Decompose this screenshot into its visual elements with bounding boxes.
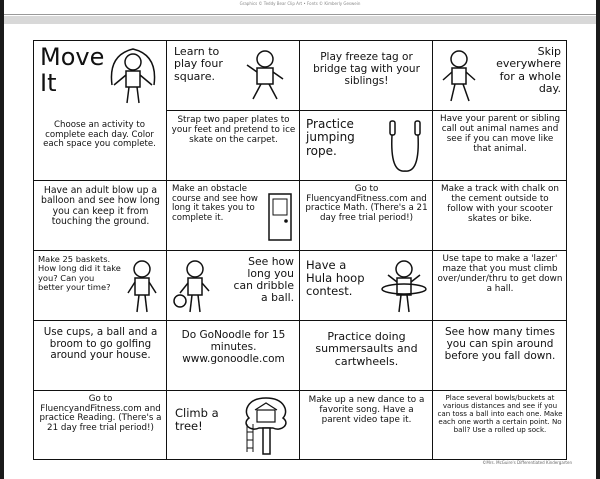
activity-text: Have your parent or sibling call out animal names and see if you can move like that animal. [439,114,561,154]
activity-text: Make an obstacle course and see how long it takes you to complete it. [172,184,258,223]
page-divider [4,16,596,24]
activity-cell-baskets [33,250,167,321]
treehouse-icon [237,394,295,456]
activity-text: Use cups, a ball and a broom to go golfing around your house. [43,326,158,362]
activity-cell-dribble [166,250,300,321]
activity-text: Practice doing summersaults and cartwheels. [315,330,418,368]
kid-hula-hoop-icon [378,257,430,317]
activity-text: Go to FluencyandFitness.com and practice Math. (There's a 21 day free trial period!) [305,184,428,224]
activity-cell-animal-moves [432,110,567,181]
activity-text: Use tape to make a 'lazer' maze that you must climb over/under/thru to get down a hall. [437,254,563,294]
activity-text: Make 25 baskets. How long did it take you? Can you better your time? [38,254,121,292]
kid-basketball-icon [122,257,164,317]
activity-text: Play freeze tag or bridge tag with your siblings! [313,51,420,87]
activity-cell-skip [432,40,567,111]
activity-cell-obstacle-course [166,180,300,251]
activity-cell-ice-skate [166,110,300,181]
activity-text: Make a track with chalk on the cement outside to follow with your scooter skates or bike. [441,184,559,224]
activity-cell-fitness-math [299,180,433,251]
kid-playing-icon [239,47,291,105]
activity-text: Do GoNoodle for 15 minutes. www.gonoodle.com [181,329,286,365]
activity-text: Skip everywhere for a whole day. [496,45,561,95]
activity-cell-spin [432,320,567,391]
activity-text: Have an adult blow up a balloon and see how long you can keep it from touching the ground. [41,185,160,228]
activity-text: Go to FluencyandFitness.com and practice Reading. (There's a 21 day free trial period!) [39,394,162,434]
activity-cell-lazer-maze [432,250,567,321]
activity-cell-climb-tree [166,390,300,460]
previous-page-strip [4,0,596,15]
jump-rope-icon [382,117,428,175]
page-title: Move It [40,43,105,97]
activity-text: See how long you can dribble a ball. [233,255,294,305]
activity-cell-chalk-track [432,180,567,251]
kid-skipping-icon [437,47,483,107]
kid-jump-rope-icon [106,45,160,111]
signature: ©Mrs. McGuire's Differentiated Kindergarten [482,460,572,465]
activity-cell-hula-hoop [299,250,433,321]
activity-text: Strap two paper plates to your feet and pretend to ice skate on the carpet. [171,115,296,145]
activity-cell-four-square [166,40,300,111]
activity-cell-freeze-tag [299,40,433,111]
title-cell [33,40,167,181]
door-icon [265,191,295,243]
activity-cell-fitness-reading [33,390,167,460]
page-credit: Graphics © Teddy Bear Clip Art • Fonts © Kimberly Geswein [239,1,361,6]
activity-grid [34,41,567,460]
activity-text: Place several bowls/buckets at various distances and see if you can toss a ball into each one. Make each one worth a certain point. No ball? Use a rolled up sock. [437,393,563,434]
activity-text: Have a Hula hoop contest. [306,258,365,298]
activity-cell-gonoodle [166,320,300,391]
activity-cell-balloon [33,180,167,251]
activity-cell-new-dance [299,390,433,460]
kid-dribbling-icon [171,257,221,317]
activity-text: Make up a new dance to a favorite song. Have a parent video tape it. [308,395,425,425]
activity-text: See how many times you can spin around before you fall down. [444,326,556,362]
activity-text: Climb a tree! [175,406,219,433]
activity-cell-summersaults [299,320,433,391]
activity-text: Practice jumping rope. [306,117,355,158]
activity-text: Learn to play four square. [174,45,223,83]
instructions-text: Choose an activity to complete each day. Color each space you complete. [43,120,156,150]
activity-cell-jump-rope [299,110,433,181]
activity-cell-bucket-toss [432,390,567,460]
activity-cell-golfing [33,320,167,391]
